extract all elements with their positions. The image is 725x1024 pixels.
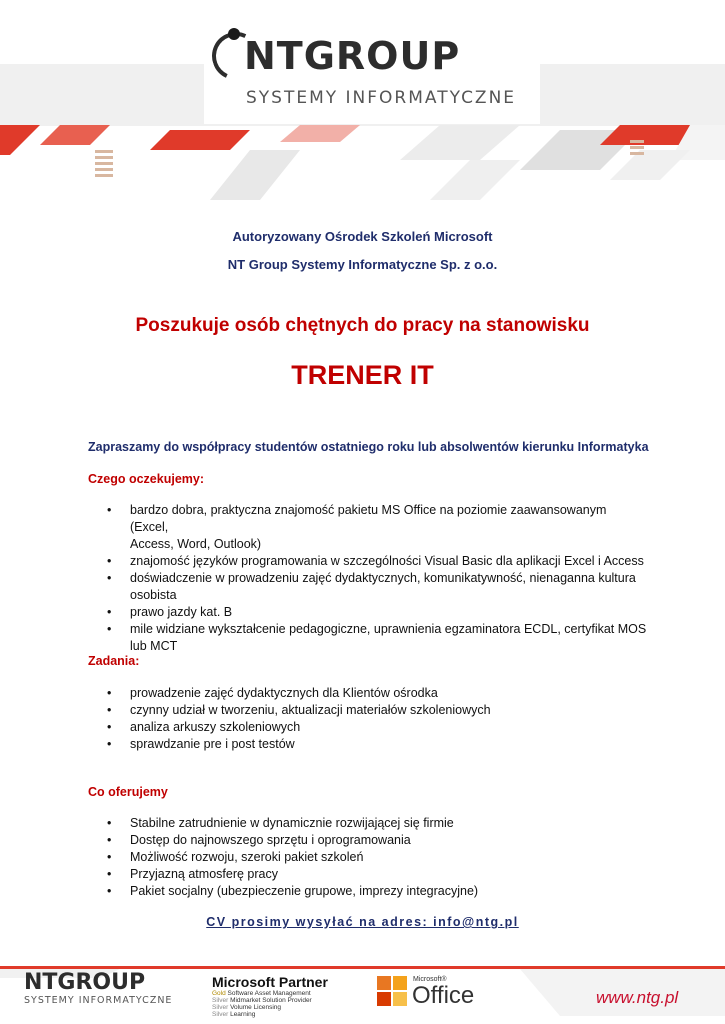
list-item: • Dostęp do najnowszego sprzętu i oprogramowania: [107, 833, 411, 847]
ms-partner-row: Silver Volume Licensing: [212, 1004, 282, 1011]
org-line-2: NT Group Systemy Informatyczne Sp. z o.o.: [227, 257, 498, 272]
office-brand: Microsoft®: [413, 976, 447, 983]
list-item: • czynny udział w tworzeniu, aktualizacji materiałów szkoleniowych: [107, 703, 491, 717]
offer-list: [88, 815, 648, 900]
list-item: • prowadzenie zajęć dydaktycznych dla Klientów ośrodka: [107, 686, 438, 700]
website-link[interactable]: www.ntg.pl: [596, 988, 679, 1007]
logo-dot-icon: [228, 28, 240, 40]
footer-company-logo: [24, 970, 172, 1006]
logo-tagline: SYSTEMY INFORMATYCZNE: [246, 88, 517, 108]
job-lead: Poszukuje osób chętnych do pracy na stanowisku: [135, 315, 590, 336]
office-icon: [376, 974, 410, 1010]
page-header: [0, 0, 725, 215]
invite-text: Zapraszamy do współpracy studentów ostatniego roku lub absolwentów kierunku Informatyka: [88, 440, 649, 454]
page-footer: [0, 962, 725, 1024]
header-decorative-stripes: [0, 120, 725, 215]
list-item: • mile widziane wykształcenie pedagogiczne, uprawnienia egzaminatora ECDL, certyfikat MOS lub MCT: [107, 622, 647, 653]
section-heading-offer: Co oferujemy: [88, 785, 168, 799]
logo-wordmark: NTGROUP: [244, 34, 461, 78]
list-item: • znajomość języków programowania w szczególności Visual Basic dla aplikacji Excel i Access: [107, 554, 644, 568]
microsoft-partner-badge: [212, 974, 328, 1018]
org-line-1: Autoryzowany Ośrodek Szkoleń Microsoft: [232, 229, 493, 244]
section-heading-expect: Czego oczekujemy:: [88, 472, 205, 486]
footer-logo-tagline: SYSTEMY INFORMATYCZNE: [24, 995, 173, 1006]
list-item: • prawo jazdy kat. B: [107, 605, 233, 619]
list-item: • doświadczenie w prowadzeniu zajęć dydaktycznych, komunikatywność, nienaganna kultura osobista: [107, 571, 636, 602]
list-item: • analiza arkuszy szkoleniowych: [107, 720, 301, 734]
job-title: TRENER IT: [291, 360, 434, 390]
list-item: • Przyjazną atmosferę pracy: [107, 867, 278, 881]
ms-partner-title: Microsoft Partner: [212, 974, 328, 990]
footer-logo-wordmark: NTGROUP: [24, 970, 146, 995]
tasks-list: [88, 685, 648, 753]
list-item: • sprawdzanie pre i post testów: [107, 737, 295, 751]
ms-partner-row: Gold Software Asset Management: [212, 990, 311, 997]
cv-email-link[interactable]: CV prosimy wysyłać na adres: info@ntg.pl: [206, 915, 519, 929]
section-heading-tasks: Zadania:: [88, 654, 140, 668]
company-logo: [204, 12, 540, 124]
list-item: • Możliwość rozwoju, szeroki pakiet szkoleń: [107, 850, 364, 864]
office-word: Office: [412, 982, 475, 1009]
list-item: • Stabilne zatrudnienie w dynamicznie rozwijającej się firmie: [107, 816, 454, 830]
microsoft-office-logo: [376, 974, 475, 1015]
expect-list: [88, 502, 648, 655]
list-item: • Pakiet socjalny (ubezpieczenie grupowe, imprezy integracyjne): [107, 884, 479, 898]
ms-partner-row: Silver Midmarket Solution Provider: [212, 997, 312, 1004]
list-item: • bardzo dobra, praktyczna znajomość pakietu MS Office na poziomie zaawansowanym (Excel, Access, Word, Outlook): [107, 503, 607, 551]
ms-partner-row: Silver Learning: [212, 1011, 256, 1018]
